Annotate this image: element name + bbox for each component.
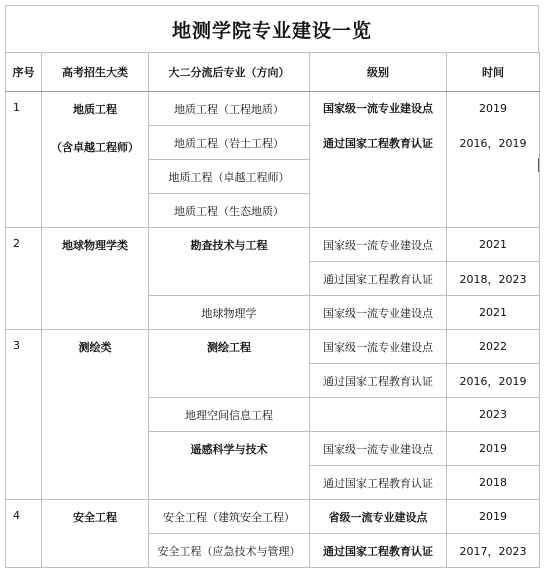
row-index: 3 [6, 330, 42, 500]
level-cell: 国家级一流专业建设点 [310, 296, 447, 330]
major-cell: 地质工程（卓越工程师） [149, 160, 310, 194]
year-cell: 2017，2023 [447, 534, 540, 568]
major-cell: 地球物理学 [149, 296, 310, 330]
category-name: 安全工程 [42, 500, 149, 568]
category-name: 地质工程 [73, 103, 117, 116]
year-cell: 2022 [447, 330, 540, 364]
header-major: 大二分流后专业（方向） [149, 53, 310, 92]
year-text: 2016，2019 [459, 137, 527, 150]
header-index: 序号 [6, 53, 42, 92]
category-note: （含卓越工程师） [51, 141, 139, 154]
year-cell: 2021 [447, 296, 540, 330]
level-cell: 国家级一流专业建设点 [310, 228, 447, 262]
major-cell: 安全工程（应急技术与管理） [149, 534, 310, 568]
year-cell: 2019 [447, 432, 540, 466]
major-cell: 地质工程（工程地质） [149, 92, 310, 126]
category-name: 地球物理学类 [42, 228, 149, 330]
major-cell: 地质工程（岩土工程） [149, 126, 310, 160]
row-index: 1 [6, 92, 42, 228]
major-cell: 遥感科学与技术 [149, 432, 310, 500]
level-text: 通过国家工程教育认证 [323, 137, 433, 150]
level-cell [310, 92, 447, 228]
category-cell [42, 92, 149, 228]
year-cell: 2021 [447, 228, 540, 262]
data-table [5, 52, 540, 568]
table-row [6, 500, 540, 534]
table-sheet [5, 5, 539, 574]
row-index: 4 [6, 500, 42, 568]
table-row [6, 330, 540, 364]
year-cell: 2019 [447, 500, 540, 534]
year-cell: 2023 [447, 398, 540, 432]
year-cell: 2018 [447, 466, 540, 500]
level-cell: 国家级一流专业建设点 [310, 330, 447, 364]
level-cell [310, 398, 447, 432]
year-text: 2019 [479, 102, 507, 115]
header-row [6, 53, 540, 92]
level-cell: 国家级一流专业建设点 [310, 432, 447, 466]
row-index: 2 [6, 228, 42, 330]
major-cell: 勘查技术与工程 [149, 228, 310, 296]
level-text: 国家级一流专业建设点 [323, 102, 433, 115]
level-cell: 通过国家工程教育认证 [310, 534, 447, 568]
level-cell: 通过国家工程教育认证 [310, 364, 447, 398]
major-cell: 安全工程（建筑安全工程） [149, 500, 310, 534]
header-category: 高考招生大类 [42, 53, 149, 92]
major-cell: 地理空间信息工程 [149, 398, 310, 432]
text-cursor-icon [538, 158, 539, 172]
year-cell: 2016，2019 [447, 364, 540, 398]
level-cell: 省级一流专业建设点 [310, 500, 447, 534]
table-row [6, 92, 540, 126]
year-cell [447, 92, 540, 228]
table-row [6, 228, 540, 262]
category-name: 测绘类 [42, 330, 149, 500]
level-cell: 通过国家工程教育认证 [310, 262, 447, 296]
table-title: 地测学院专业建设一览 [5, 5, 539, 53]
major-cell: 测绘工程 [149, 330, 310, 398]
header-level: 级别 [310, 53, 447, 92]
level-cell: 通过国家工程教育认证 [310, 466, 447, 500]
major-cell: 地质工程（生态地质） [149, 194, 310, 228]
year-cell: 2018，2023 [447, 262, 540, 296]
header-year: 时间 [447, 53, 540, 92]
